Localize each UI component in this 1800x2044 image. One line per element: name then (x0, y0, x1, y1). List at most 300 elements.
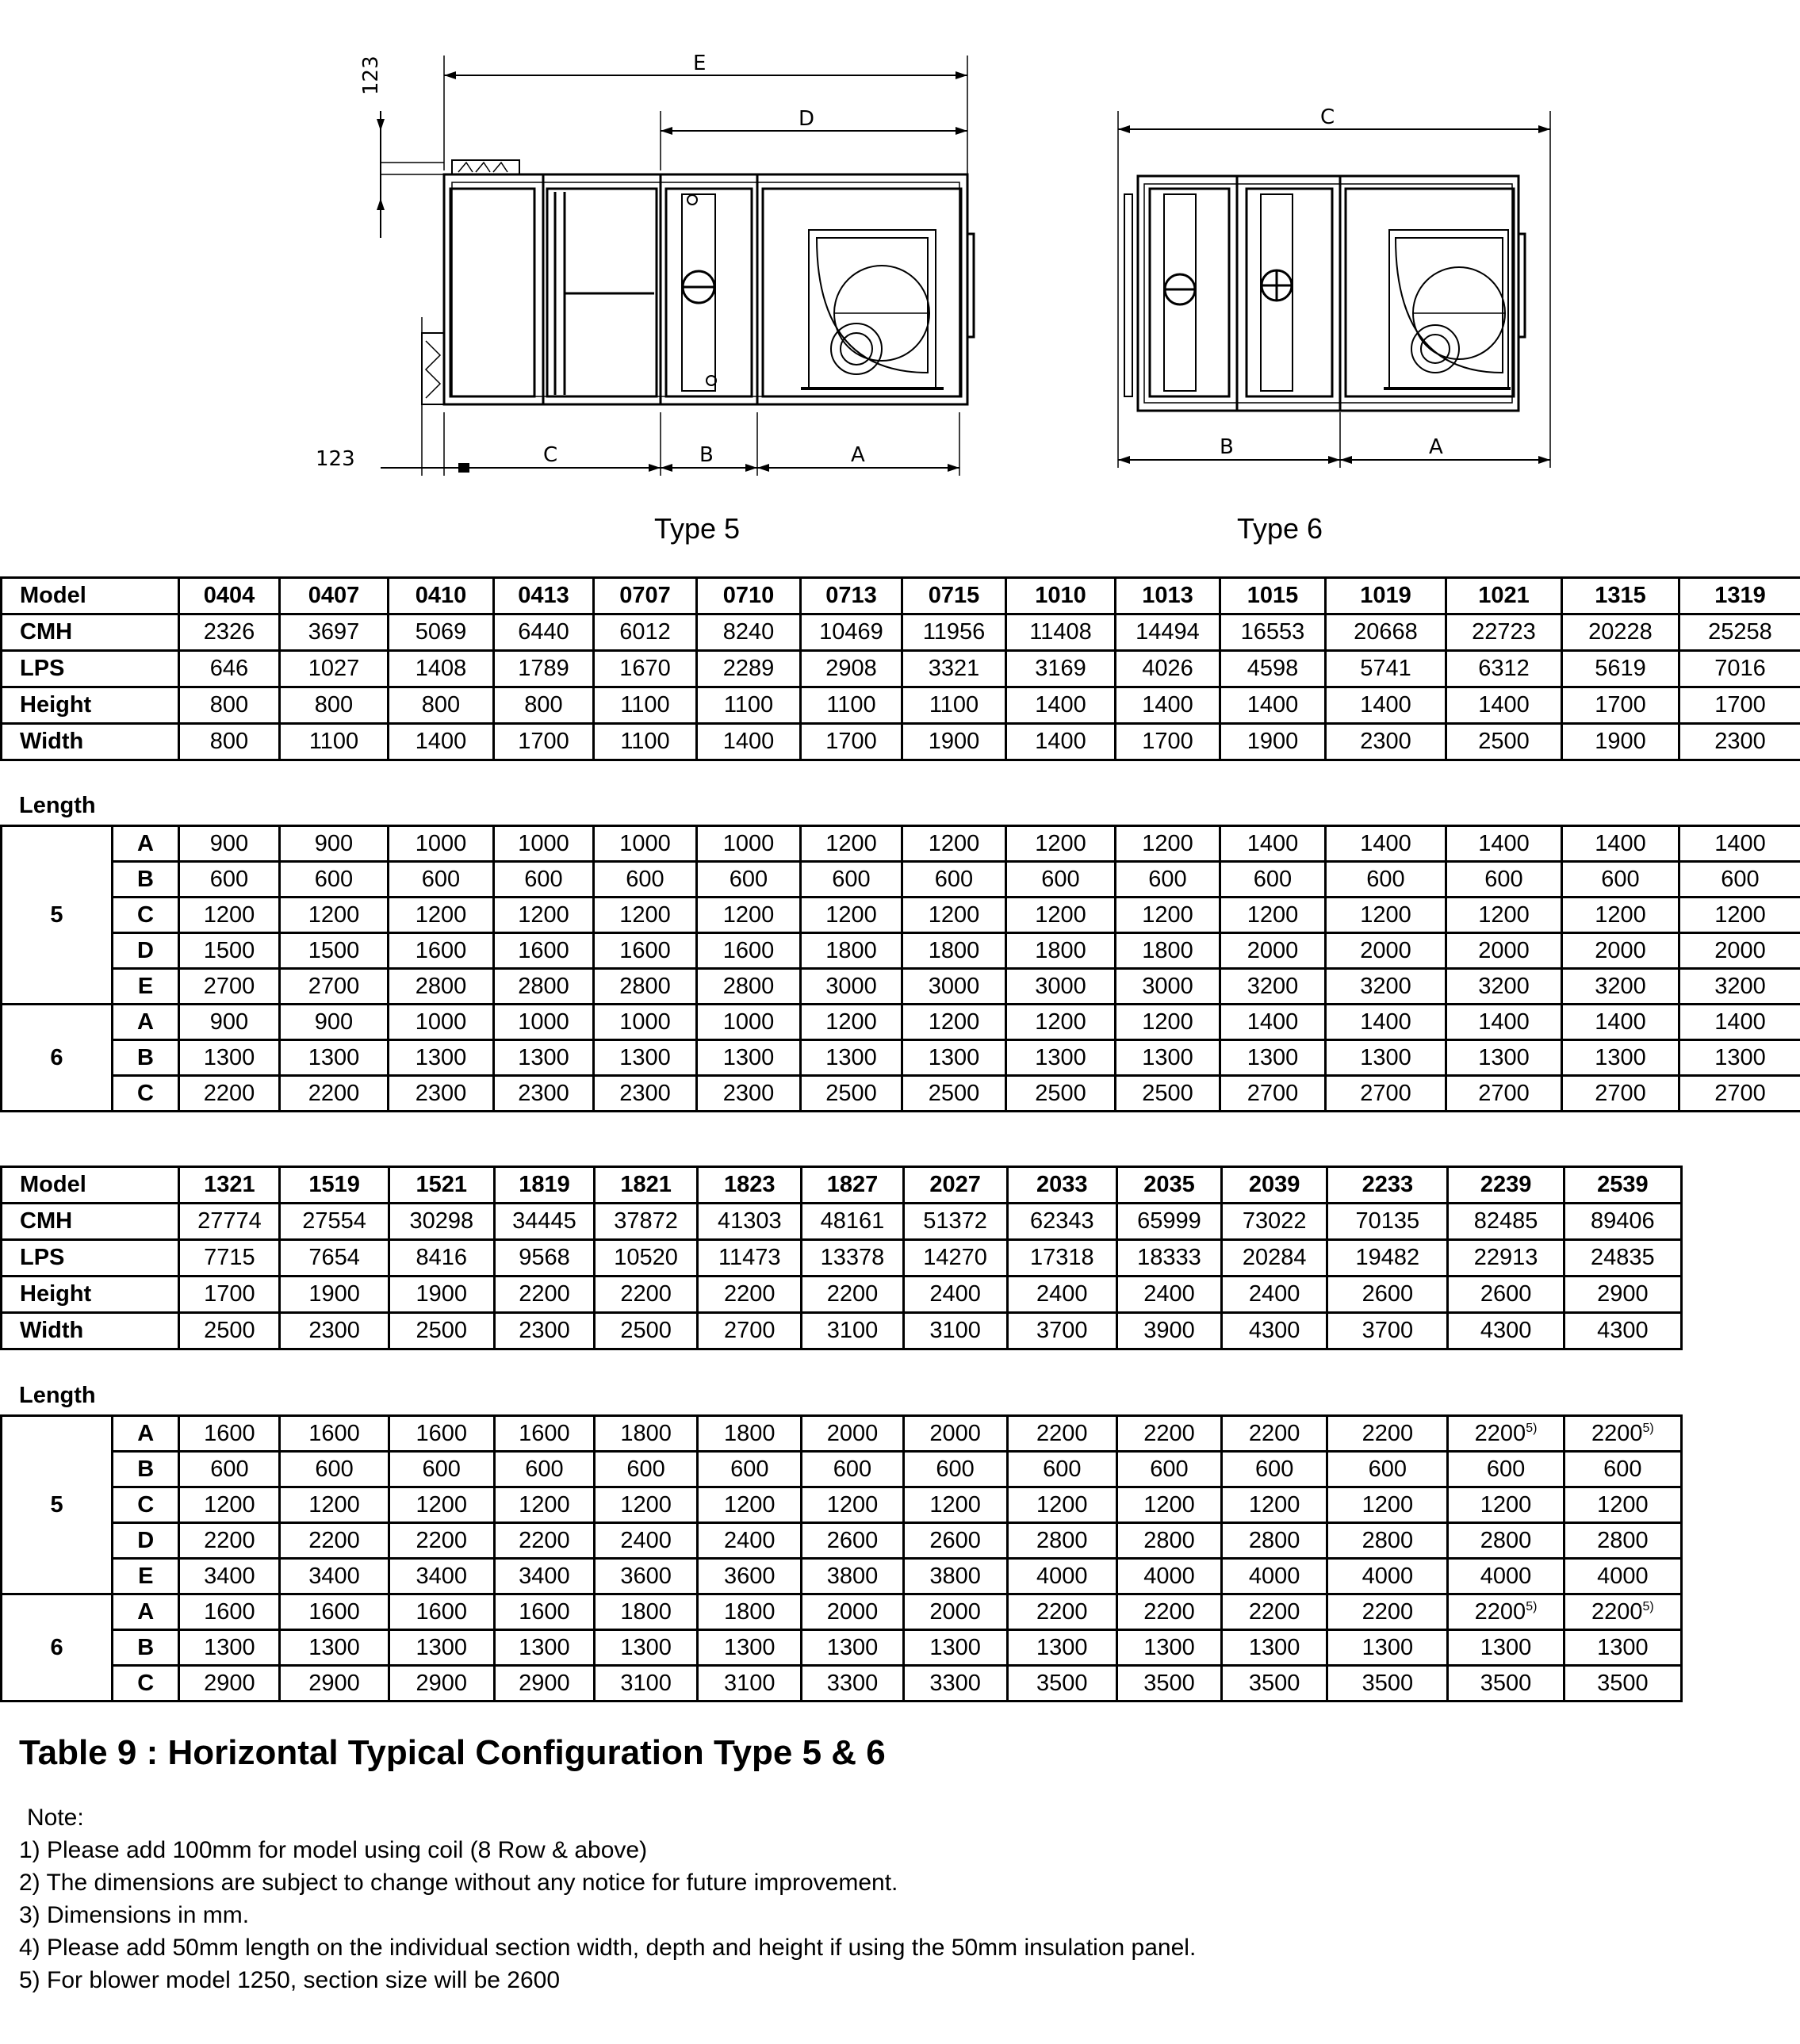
length-row (2, 1487, 1682, 1523)
length-value: 600 (524, 866, 563, 892)
length-value-cell (697, 1076, 801, 1112)
model-number-cell: 2239 (1448, 1167, 1564, 1204)
length-row (2, 1559, 1682, 1594)
length-value: 2200 (204, 1527, 255, 1553)
length-value: 3300 (826, 1670, 879, 1696)
type5-fan-section (763, 189, 961, 396)
spec-value-cell: 4300 (1448, 1313, 1564, 1349)
length-value-cell (1116, 1666, 1221, 1701)
length-value-cell (1448, 1559, 1564, 1594)
spec-value-cell: 2600 (1327, 1277, 1448, 1313)
length-value: 2800 (1480, 1527, 1532, 1553)
spec-value-cell: 9568 (494, 1240, 594, 1277)
length-table-1 (0, 825, 1800, 1112)
length-value-cell (1679, 969, 1800, 1005)
length-value-cell (1116, 1040, 1220, 1076)
spec-value-cell: 1027 (280, 651, 389, 687)
notes-heading: Note: (27, 1805, 84, 1831)
length-value: 2800 (518, 973, 569, 999)
length-value-cell (280, 969, 389, 1005)
length-value-cell (494, 1040, 594, 1076)
dimension-letter-cell: A (113, 1594, 179, 1630)
length-value: 900 (209, 1009, 249, 1035)
length-value: 2200 (416, 1527, 467, 1553)
length-value-cell (1006, 1040, 1116, 1076)
spec-row (2, 651, 1800, 687)
length-value-cell (1007, 1416, 1116, 1452)
length-value: 1300 (826, 1634, 879, 1660)
length-value: 2900 (519, 1670, 570, 1696)
length-value-cell (1222, 1594, 1327, 1630)
length-row (2, 1005, 1800, 1040)
length-value-cell (902, 1005, 1006, 1040)
length-value-cell (1116, 862, 1220, 898)
length-value-cell (594, 826, 697, 862)
length-value: 2500 (1035, 1080, 1086, 1106)
length-value-cell (1220, 898, 1326, 933)
spec-value-cell: 17318 (1007, 1240, 1116, 1277)
length-value: 1600 (518, 937, 569, 963)
length-value: 2600 (929, 1527, 981, 1553)
length-value: 1200 (825, 1009, 877, 1035)
length-value: 1200 (1361, 1491, 1414, 1518)
spec-value-cell: 2200 (698, 1277, 802, 1313)
length-value: 600 (1368, 1456, 1407, 1482)
length-row (2, 1523, 1682, 1559)
length-value: 2500 (825, 1080, 877, 1106)
length-value-cell (1562, 969, 1679, 1005)
length-value-cell (1007, 1594, 1116, 1630)
length-value-cell (1006, 1076, 1116, 1112)
length-value: 2500 (1142, 1080, 1193, 1106)
spec-value-cell: 1400 (1220, 687, 1326, 724)
spec-value-cell: 2908 (801, 651, 902, 687)
length-value-cell (1562, 1076, 1679, 1112)
length-value: 2000 (826, 1420, 879, 1446)
spec-value-cell: 2289 (697, 651, 801, 687)
length-value-cell (698, 1666, 802, 1701)
length-value-cell (1446, 826, 1562, 862)
length-value-cell (1116, 1076, 1220, 1112)
model-number-cell: 1521 (389, 1167, 494, 1204)
length-value-cell (389, 1416, 494, 1452)
length-value: 600 (422, 1456, 461, 1482)
length-value-cell (280, 1594, 389, 1630)
length-value: 1600 (416, 1598, 467, 1625)
length-row (2, 1594, 1682, 1630)
spec-value-cell: 14494 (1116, 614, 1220, 651)
length-value-cell (802, 1523, 903, 1559)
length-value-cell (697, 969, 801, 1005)
length-value-cell (595, 1559, 698, 1594)
dim-label-123-horizontal: 123 (316, 447, 355, 471)
length-value: 2400 (620, 1527, 672, 1553)
length-value: 1200 (204, 1491, 255, 1518)
length-row (2, 898, 1800, 933)
length-value-cell (595, 1523, 698, 1559)
spec-value-cell: 1670 (594, 651, 697, 687)
model-number-cell: 0715 (902, 578, 1006, 614)
length-value-cell (903, 1487, 1007, 1523)
length-value: 2700 (308, 973, 360, 999)
length-row (2, 1076, 1800, 1112)
length-value: 2900 (204, 1670, 255, 1696)
length-value: 1400 (1247, 830, 1299, 856)
model-number-cell: 1827 (802, 1167, 903, 1204)
length-value-cell (179, 1630, 280, 1666)
length-value-cell (280, 933, 389, 969)
spec-value-cell: 4026 (1116, 651, 1220, 687)
length-value: 2200 (1036, 1598, 1088, 1625)
technical-drawing (0, 0, 1800, 555)
length-value: 3400 (416, 1563, 467, 1589)
length-value: 3200 (1360, 973, 1411, 999)
length-value: 1200 (928, 830, 980, 856)
length-value: 1500 (203, 937, 255, 963)
length-value-cell (1562, 898, 1679, 933)
length-value: 3500 (1036, 1670, 1088, 1696)
length-value: 4000 (1143, 1563, 1195, 1589)
length-value-cell (389, 1666, 494, 1701)
length-value-cell (1327, 1559, 1448, 1594)
length-value: 1200 (1480, 1491, 1532, 1518)
footnote-marker: 5) (1642, 1421, 1654, 1435)
length-value-cell (1222, 1452, 1327, 1487)
spec-value-cell: 2200 (494, 1277, 594, 1313)
length-value-cell (1326, 933, 1446, 969)
length-value-cell (280, 1040, 389, 1076)
dimension-letter-cell: B (113, 1452, 179, 1487)
length-value: 1800 (620, 1598, 672, 1625)
footnote-marker: 5) (1526, 1421, 1538, 1435)
length-value-cell (595, 1630, 698, 1666)
spec-value-cell: 10469 (801, 614, 902, 651)
length-value-cell (1327, 1523, 1448, 1559)
length-value-cell (595, 1487, 698, 1523)
length-value: 2300 (415, 1080, 467, 1106)
length-value: 3200 (1247, 973, 1299, 999)
length-value-cell (494, 1487, 594, 1523)
row-label: LPS (2, 1240, 179, 1277)
length-value: 2900 (308, 1670, 360, 1696)
length-value: 3200 (1714, 973, 1766, 999)
spec-value-cell: 73022 (1222, 1204, 1327, 1240)
length-value: 600 (421, 866, 461, 892)
length-value: 1200 (1597, 1491, 1649, 1518)
length-value-cell (1679, 862, 1800, 898)
length-value: 1200 (929, 1491, 981, 1518)
length-value-cell (802, 1452, 903, 1487)
spec-value-cell: 27554 (280, 1204, 389, 1240)
length-value: 1300 (308, 1634, 360, 1660)
length-value-cell (1006, 1005, 1116, 1040)
length-value-cell (1564, 1487, 1681, 1523)
spec-value-cell: 51372 (903, 1204, 1007, 1240)
length-value: 1400 (1595, 830, 1646, 856)
length-value-cell (902, 933, 1006, 969)
length-value: 600 (1486, 1456, 1526, 1482)
length-value: 1000 (518, 1009, 569, 1035)
length-value: 1800 (620, 1420, 672, 1446)
length-value-cell (1679, 826, 1800, 862)
length-value-cell (1327, 1452, 1448, 1487)
length-row (2, 1040, 1800, 1076)
length-value: 2800 (1248, 1527, 1300, 1553)
spec-value-cell: 11473 (698, 1240, 802, 1277)
length-value: 3600 (724, 1563, 776, 1589)
length-value-cell (802, 1559, 903, 1594)
spec-value-cell: 2500 (1446, 724, 1562, 760)
length-value-cell (1220, 826, 1326, 862)
length-value-cell (1679, 1005, 1800, 1040)
length-value-cell (1326, 1040, 1446, 1076)
length-value: 1200 (928, 1009, 980, 1035)
length-value: 1300 (722, 1044, 775, 1070)
length-value: 1200 (308, 901, 360, 928)
length-value: 1200 (308, 1491, 360, 1518)
length-value-cell (1564, 1666, 1681, 1701)
length-value: 1300 (203, 1044, 255, 1070)
model-number-cell: 2233 (1327, 1167, 1448, 1204)
length-value-cell (1446, 1040, 1562, 1076)
length-value: 2600 (826, 1527, 879, 1553)
length-value-cell (802, 1594, 903, 1630)
spec-value-cell: 5069 (389, 614, 494, 651)
spec-value-cell: 646 (179, 651, 280, 687)
length-value: 1600 (308, 1420, 360, 1446)
spec-value-cell: 2326 (179, 614, 280, 651)
length-value: 3300 (929, 1670, 981, 1696)
length-value: 1200 (1036, 1491, 1088, 1518)
spec-value-cell: 82485 (1448, 1204, 1564, 1240)
length-value-cell (802, 1416, 903, 1452)
model-number-cell: 0410 (389, 578, 494, 614)
length-value-cell (1007, 1630, 1116, 1666)
dim-label-a-type6: A (1429, 435, 1443, 459)
spec-value-cell: 800 (280, 687, 389, 724)
spec-value-cell: 5619 (1562, 651, 1679, 687)
length-value: 1400 (1595, 1009, 1646, 1035)
length-value: 2200 (1361, 1420, 1414, 1446)
length-value: 3000 (825, 973, 877, 999)
spec-value-cell: 1400 (1006, 687, 1116, 724)
length-value: 1200 (519, 1491, 570, 1518)
length-value-cell (903, 1559, 1007, 1594)
length-value: 600 (1603, 1456, 1642, 1482)
length-value-cell (179, 1487, 280, 1523)
spec-value-cell: 7654 (280, 1240, 389, 1277)
length-value: 3100 (724, 1670, 776, 1696)
length-value: 600 (934, 866, 974, 892)
length-value: 2700 (1478, 1080, 1530, 1106)
length-value-cell (698, 1523, 802, 1559)
spec-value-cell: 2300 (1326, 724, 1446, 760)
length-value: 2700 (1360, 1080, 1411, 1106)
spec-value-cell: 800 (389, 687, 494, 724)
length-value: 1600 (204, 1420, 255, 1446)
row-label: CMH (2, 1204, 179, 1240)
length-value: 1300 (1478, 1044, 1530, 1070)
dim-label-123-vertical: 123 (359, 56, 383, 95)
length-value: 600 (1148, 866, 1187, 892)
length-value-cell (902, 826, 1006, 862)
length-value: 600 (209, 866, 249, 892)
model-number-cell: 2039 (1222, 1167, 1327, 1204)
length-label-1: Length (19, 793, 96, 818)
length-value: 4000 (1597, 1563, 1649, 1589)
length-value: 2000 (1247, 937, 1299, 963)
length-value: 600 (1721, 866, 1760, 892)
spec-row (2, 614, 1800, 651)
length-value-cell (801, 898, 902, 933)
length-value: 2200 (1143, 1598, 1195, 1625)
spec-value-cell: 1100 (280, 724, 389, 760)
length-value: 2800 (1143, 1527, 1195, 1553)
length-value-cell (1116, 1452, 1221, 1487)
note-item-3: 3) Dimensions in mm. (19, 1902, 250, 1928)
spec-value-cell: 1700 (179, 1277, 280, 1313)
length-value-cell (903, 1666, 1007, 1701)
model-number-cell: 0404 (179, 578, 280, 614)
length-value: 600 (315, 1456, 354, 1482)
spec-value-cell: 1900 (1562, 724, 1679, 760)
length-value: 2400 (724, 1527, 776, 1553)
length-value: 3500 (1143, 1670, 1195, 1696)
spec-value-cell: 1789 (494, 651, 594, 687)
spec-value-cell: 13378 (802, 1240, 903, 1277)
spec-value-cell: 70135 (1327, 1204, 1448, 1240)
length-value-cell (179, 1416, 280, 1452)
model-number-cell: 0713 (801, 578, 902, 614)
length-value-cell (1679, 1040, 1800, 1076)
length-value: 1000 (518, 830, 569, 856)
model-number-cell: 0407 (280, 578, 389, 614)
length-value-cell (1116, 1005, 1220, 1040)
model-number-cell: 1321 (179, 1167, 280, 1204)
length-value: 1200 (724, 1491, 776, 1518)
dimension-letter-cell: A (113, 826, 179, 862)
length-value-cell (594, 898, 697, 933)
length-value: 1200 (1595, 901, 1646, 928)
length-value-cell (280, 1452, 389, 1487)
length-value: 1000 (722, 830, 775, 856)
length-value-cell (697, 898, 801, 933)
spec-value-cell: 18333 (1116, 1240, 1221, 1277)
length-value: 1600 (308, 1598, 360, 1625)
length-value-cell (389, 862, 494, 898)
length-value: 1300 (619, 1044, 671, 1070)
length-value: 1200 (825, 830, 877, 856)
length-value: 3000 (1035, 973, 1086, 999)
note-item-2: 2) The dimensions are subject to change without any notice for future improvement. (19, 1870, 898, 1896)
length-value: 1000 (619, 830, 671, 856)
spec-value-cell: 37872 (595, 1204, 698, 1240)
length-value-cell (494, 1416, 594, 1452)
spec-value-cell: 1700 (1116, 724, 1220, 760)
dimension-letter-cell: E (113, 1559, 179, 1594)
length-value: 2700 (1595, 1080, 1646, 1106)
length-value: 3800 (826, 1563, 879, 1589)
spec-value-cell: 89406 (1564, 1204, 1681, 1240)
length-value: 1000 (415, 830, 467, 856)
spec-value-cell: 3700 (1327, 1313, 1448, 1349)
length-value: 600 (626, 866, 664, 892)
length-value-cell (389, 1005, 494, 1040)
dimension-letter-cell: B (113, 1040, 179, 1076)
model-number-cell: 1519 (280, 1167, 389, 1204)
length-value: 2800 (1597, 1527, 1649, 1553)
length-value: 1400 (1360, 830, 1411, 856)
spec-value-cell: 19482 (1327, 1240, 1448, 1277)
length-row (2, 933, 1800, 969)
spec-value-cell: 3321 (902, 651, 1006, 687)
spec-value-cell: 34445 (494, 1204, 594, 1240)
length-value-cell (280, 1005, 389, 1040)
spec-value-cell: 800 (494, 687, 594, 724)
type5-filter-section (450, 189, 534, 396)
length-value-cell (1007, 1666, 1116, 1701)
length-value: 1300 (825, 1044, 877, 1070)
length-value: 1300 (929, 1634, 981, 1660)
model-number-cell: 1015 (1220, 578, 1326, 614)
spec-value-cell: 6012 (594, 614, 697, 651)
type-group-cell: 5 (2, 826, 113, 1005)
length-row (2, 1452, 1682, 1487)
length-value: 1600 (519, 1598, 570, 1625)
length-value: 1300 (1595, 1044, 1646, 1070)
length-value: 1200 (1247, 901, 1299, 928)
length-value: 2800 (415, 973, 467, 999)
length-value: 4000 (1361, 1563, 1414, 1589)
length-value: 600 (833, 1456, 872, 1482)
spec-value-cell: 1100 (697, 687, 801, 724)
length-value: 600 (1043, 1456, 1082, 1482)
length-value-cell (179, 1452, 280, 1487)
dim-label-c-type5: C (543, 443, 558, 467)
type6-coil-section-1 (1150, 189, 1229, 396)
length-value-cell (1564, 1559, 1681, 1594)
model-number-cell: 1319 (1679, 578, 1800, 614)
dimension-letter-cell: C (113, 1666, 179, 1701)
type-group-cell: 6 (2, 1594, 113, 1701)
dim-label-d: D (799, 107, 815, 131)
length-value: 2000 (1714, 937, 1766, 963)
length-value-cell (697, 1040, 801, 1076)
length-value-cell (280, 1559, 389, 1594)
length-value-cell (1116, 1559, 1221, 1594)
length-value: 1300 (928, 1044, 980, 1070)
length-value: 600 (832, 866, 871, 892)
spec-value-cell: 1100 (902, 687, 1006, 724)
notes-block (19, 1801, 1196, 1996)
type-group-cell: 5 (2, 1416, 113, 1594)
length-value: 600 (1366, 866, 1405, 892)
length-value-cell (903, 1594, 1007, 1630)
length-value: 2200 (203, 1080, 255, 1106)
length-value-cell (179, 898, 280, 933)
length-value-cell (494, 1076, 594, 1112)
length-value-cell (389, 1523, 494, 1559)
spec-value-cell: 27774 (179, 1204, 280, 1240)
length-value: 2000 (1478, 937, 1530, 963)
model-number-cell: 2035 (1116, 1167, 1221, 1204)
length-row (2, 1630, 1682, 1666)
length-value-cell (802, 1487, 903, 1523)
length-value-cell (280, 898, 389, 933)
length-value: 1200 (416, 1491, 467, 1518)
length-value-cell (1564, 1523, 1681, 1559)
spec-value-cell: 1400 (1116, 687, 1220, 724)
